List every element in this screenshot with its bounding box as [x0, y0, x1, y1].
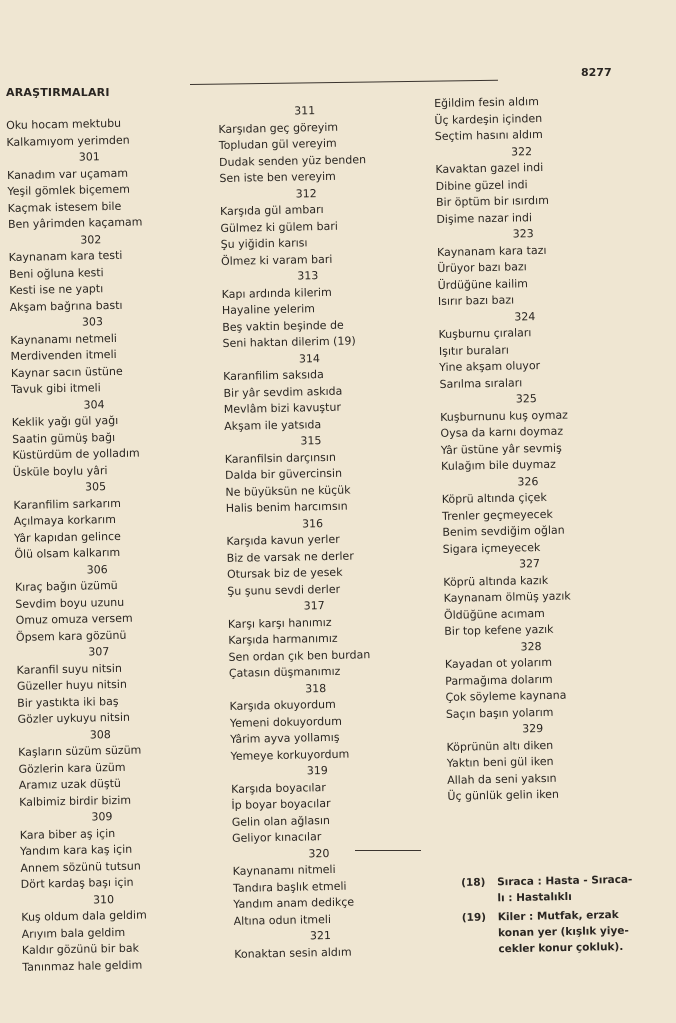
poem-line: Karanfil suyu nitsin	[16, 661, 122, 677]
poem-line: Tandıra başlık etmeli	[232, 879, 347, 895]
text-column-2	[218, 101, 429, 963]
poem-block	[444, 637, 646, 723]
poem-line: Yeşil gömlek biçemem	[7, 182, 131, 198]
poem-line: Gülmez ki gülem bari	[220, 219, 338, 235]
poem-number: 323	[512, 227, 534, 241]
poem-block	[224, 431, 421, 517]
poem-line: Dört kardaş başı için	[20, 875, 134, 891]
poem-line: Annem sözünü tutsun	[20, 859, 141, 875]
footnote-marker: (19)	[461, 911, 487, 924]
poem-number: 328	[520, 639, 542, 653]
poem-line: Yâr üstüne yâr sevmiş	[440, 441, 562, 457]
poem-line: Konaktan sesin aldım	[234, 945, 352, 961]
poem-line: Parmağıma dolarım	[445, 672, 553, 688]
poem-line: Ölü olsam kalkarım	[14, 545, 121, 561]
poem-line: Kaynar sacın üstüne	[10, 364, 123, 380]
poem-line: Karşıda kavun yerler	[226, 532, 340, 548]
poem-line: Hayaline yelerim	[221, 302, 316, 317]
page-number: 8277	[581, 66, 612, 79]
poem-line: Küstürdüm de yolladım	[12, 446, 140, 462]
poem-line: Bir yastıkta iki baş	[17, 694, 119, 710]
poem-line: Dalda bir güvercinsin	[224, 466, 343, 482]
poem-line: Kavaktan gazel indi	[435, 160, 544, 176]
footnote	[462, 906, 653, 958]
poem-line: Kuşburnunu kuş oymaz	[440, 407, 569, 424]
poem-line: Kesti ise ne yaptı	[9, 282, 104, 297]
poem-block	[437, 224, 639, 310]
header-rule	[190, 80, 498, 85]
poem-line: Karşıda okuyordum	[229, 697, 336, 713]
poem-line: Öldüğüne acımam	[443, 606, 545, 622]
poem-block	[220, 184, 417, 270]
poem-line: Dibine güzel indi	[435, 177, 528, 193]
poem-line: Bir top kefene yazık	[444, 622, 554, 638]
poem-block	[226, 514, 423, 600]
poem-number: 329	[522, 722, 544, 736]
poem-line: Benim sevdiğim oğlan	[442, 523, 565, 539]
poem-line: İp boyar boyacılar	[231, 796, 331, 812]
poem-line: Ölmez ki varam bari	[220, 252, 333, 268]
poem-line: Karşı karşı hanımız	[227, 615, 332, 631]
poem-block	[10, 313, 187, 399]
poem-block	[446, 719, 648, 805]
poem-number: 317	[303, 599, 325, 613]
poem-block	[8, 230, 185, 316]
poem-number: 306	[86, 562, 108, 577]
poem-line: Yandım anam dedikçe	[233, 895, 355, 911]
poem-line: Arıyım bala geldim	[21, 925, 126, 941]
poem-line: Bir öptüm bir ısırdım	[435, 193, 549, 209]
poem-line: Bir yâr sevdim askıda	[223, 384, 343, 400]
poem-block	[438, 307, 640, 393]
poem-line: Saatin gümüş bağı	[12, 430, 116, 446]
poem-line: Kalkamıyom yerimden	[6, 133, 130, 149]
poem-line: Şu şunu sevdi derler	[227, 582, 341, 598]
poem-block	[16, 643, 193, 729]
poem-number: 324	[514, 309, 536, 323]
poem-line: Kuş oldum dala geldim	[21, 908, 147, 924]
poem-line: Şu yiğidin karısı	[220, 236, 308, 251]
poem-number: 321	[309, 928, 332, 943]
poem-line: Tavuk gibi itmeli	[11, 381, 101, 396]
poem-line: Biz de varsak ne derler	[226, 548, 354, 565]
footnote	[461, 871, 652, 907]
poem-line: Geliyor kınacılar	[231, 830, 322, 845]
poem-number: 325	[515, 392, 537, 406]
poem-line: Sen ordan çık ben burdan	[228, 647, 371, 664]
poem-line: Isırır bazı bazı	[437, 293, 515, 308]
poem-line: Merdivenden itmeli	[10, 347, 117, 363]
poem-number: 319	[306, 764, 328, 778]
poem-number: 308	[89, 727, 111, 742]
poem-line: Kara biber aş için	[19, 826, 116, 842]
poem-block	[232, 844, 429, 930]
poem-block	[434, 92, 635, 145]
poem-line: Gelin olan ağlasın	[231, 813, 331, 829]
poem-block	[11, 395, 188, 481]
poem-line: Yandım kara kaş için	[19, 842, 133, 858]
poem-line: Sigara içmeyecek	[442, 540, 541, 556]
poem-line: Kaynanamı netmeli	[10, 331, 117, 347]
poem-line: Köprünün altı diken	[446, 738, 554, 754]
poem-line: Açılmaya korkarım	[13, 512, 116, 528]
poem-line: Otursak biz de yesek	[226, 565, 343, 581]
poem-line: Gözlerin kara üzüm	[18, 760, 126, 776]
poem-line: Kaşların süzüm süzüm	[18, 743, 142, 759]
poem-block	[13, 478, 190, 564]
poem-line: Yemeni dokuyordum	[229, 714, 342, 730]
poem-line: Kuşburnu çıraları	[438, 326, 532, 341]
poem-line: Topludan gül vereyim	[218, 136, 337, 152]
poem-line: Halis benim harcımsın	[225, 499, 348, 515]
poem-block	[7, 148, 184, 234]
poem-number: 305	[84, 480, 107, 494]
poem-line: Kaçmak istesem bile	[7, 199, 122, 215]
poem-line: Oku hocam mektubu	[6, 116, 122, 132]
poem-block	[223, 349, 420, 435]
poem-line: Yâr kapıdan gelince	[13, 529, 121, 545]
poem-number: 315	[300, 434, 322, 448]
poem-line: Köprü altında kazık	[443, 573, 549, 589]
poem-line: Yine akşam oluyor	[439, 359, 541, 374]
poem-number: 318	[305, 681, 327, 695]
poem-block	[6, 115, 182, 151]
poem-line: Üç kardeşin içinden	[434, 111, 543, 127]
poem-line: Karanfilsin darçınsın	[224, 450, 336, 466]
poem-line: Dişime nazar indi	[436, 210, 533, 226]
poem-line: Akşam ile yatsıda	[224, 417, 322, 433]
poem-line: Trenler geçmeyecek	[441, 507, 553, 523]
poem-line: Dudak senden yüz benden	[218, 152, 367, 169]
poem-line: Oysa da karnı doymaz	[440, 424, 564, 440]
poem-number: 322	[510, 144, 533, 159]
poem-number: 303	[81, 315, 104, 329]
poem-line: Ben yârimden kaçamam	[7, 215, 143, 231]
poem-line: Kıraç bağın üzümü	[14, 578, 118, 594]
poem-line: Kulağım bile duymaz	[440, 457, 556, 473]
poem-block	[234, 926, 430, 963]
poem-line: Çatasın düşmanımız	[228, 664, 341, 680]
poem-line: Karşıda gül ambarı	[219, 202, 324, 218]
poem-line: Karanfilim sarkarım	[13, 496, 122, 512]
poem-line: Ürüyor bazı bazı	[437, 260, 527, 275]
poem-number: 320	[308, 846, 330, 860]
poem-number: 316	[301, 516, 324, 530]
poem-line: Kaynanam kara tazı	[436, 243, 547, 259]
poem-line: Eğildim fesin aldım	[434, 94, 539, 110]
poem-block	[441, 472, 643, 558]
poem-line: Sen iste ben vereyim	[219, 169, 336, 185]
poem-line: Sevdim boyu uzunu	[15, 595, 125, 611]
poem-line: Üç günlük gelin iken	[447, 787, 560, 803]
poem-block	[221, 266, 418, 352]
poem-block	[18, 725, 195, 811]
poem-line: Tanınmaz hale geldim	[22, 958, 143, 974]
poem-line: Seni haktan dilerim (19)	[222, 334, 356, 350]
poem-line: Allah da seni yaksın	[447, 771, 557, 787]
poem-block	[229, 679, 426, 765]
poem-block	[218, 101, 415, 187]
poem-line: Beş vaktin beşinde de	[222, 318, 344, 334]
poem-line: Üsküle boylu yâri	[12, 463, 108, 479]
poem-line: Karşıda boyacılar	[231, 780, 326, 796]
poem-line: Kaynanamı nitmeli	[232, 862, 336, 878]
poem-line: Omuz omuza versem	[15, 611, 133, 627]
poem-line: Karanfilim saksıda	[223, 368, 324, 383]
footnotes	[461, 871, 653, 961]
poem-line: Keklik yağı gül yağı	[11, 413, 119, 429]
poem-number: 307	[88, 645, 110, 659]
poem-line: Yârim ayva yollamış	[230, 730, 340, 746]
poem-block	[435, 142, 637, 228]
poem-line: Kayadan ot yolarım	[444, 655, 553, 671]
poem-line: Kaynanam kara testi	[8, 248, 123, 264]
poem-line: Beni oğluna kesti	[8, 265, 104, 281]
poem-number: 301	[78, 150, 100, 164]
poem-line: Seçtim hasını aldım	[434, 127, 543, 143]
poem-number: 327	[518, 557, 541, 571]
poem-block	[440, 389, 642, 475]
footnote-rule	[355, 850, 421, 851]
poem-line: Ürdüğüne kailim	[437, 276, 529, 292]
footnote-text: Sıraca : Hasta - Sıraca- lı : Hastalıklı	[497, 873, 633, 905]
poem-line: Saçın başın yolarım	[445, 705, 554, 721]
poem-block	[15, 560, 192, 646]
poem-block	[228, 596, 425, 682]
poem-line: Karşıda harmanımız	[228, 631, 338, 647]
poem-number: 310	[92, 892, 115, 906]
poem-line: Çok söyleme kaynana	[445, 688, 567, 704]
poem-number: 309	[91, 810, 113, 824]
poem-block	[231, 761, 428, 847]
poem-line: Altına odun itmeli	[233, 912, 332, 928]
poem-line: Öpsem kara gözünü	[15, 628, 127, 644]
poem-block	[19, 808, 196, 894]
poem-number: 326	[517, 474, 539, 488]
poem-block	[443, 554, 645, 640]
poem-line: Kaynanam ölmüş yazık	[443, 589, 571, 605]
poem-block	[21, 890, 198, 976]
poem-line: Gözler uykuyu nitsin	[17, 710, 131, 726]
poem-number: 311	[294, 104, 316, 118]
poem-line: Sarılma sıraları	[439, 375, 523, 391]
footnote-text: Kiler : Mutfak, erzak konan yer (kışlık yiye- cekler konur çokluk).	[497, 908, 629, 956]
poem-line: Işıtır buraları	[438, 343, 510, 358]
poem-line: Köprü altında çiçek	[441, 490, 547, 506]
poem-line: Mevlâm bizi kavuştur	[223, 400, 342, 416]
poem-line: Akşam bağrına bastı	[9, 298, 123, 314]
poem-line: Aramız uzak düştü	[18, 776, 122, 792]
text-column-1	[6, 115, 197, 976]
poem-number: 312	[295, 186, 317, 201]
poem-number: 313	[297, 269, 319, 283]
poem-line: Yaktın beni gül iken	[446, 754, 554, 770]
poem-number: 302	[80, 232, 102, 247]
poem-number: 304	[83, 397, 105, 412]
poem-line: Kanadım var uçamam	[6, 166, 129, 182]
poem-line: Yemeye korkuyordum	[230, 747, 350, 763]
poem-line: Kaldır gözünü bir bak	[21, 941, 140, 957]
poem-line: Kalbimiz birdir bizim	[19, 793, 132, 809]
poem-line: Güzeller huyu nitsin	[16, 677, 127, 693]
poem-number: 314	[298, 351, 321, 365]
section-title: ARAŞTIRMALARI	[6, 86, 110, 99]
text-column-3	[434, 92, 648, 805]
poem-line: Ne büyüksün ne küçük	[225, 483, 351, 499]
poem-line: Kapı ardında kilerim	[221, 285, 332, 301]
footnote-marker: (18)	[461, 876, 486, 889]
poem-line: Karşıdan geç göreyim	[218, 120, 339, 136]
